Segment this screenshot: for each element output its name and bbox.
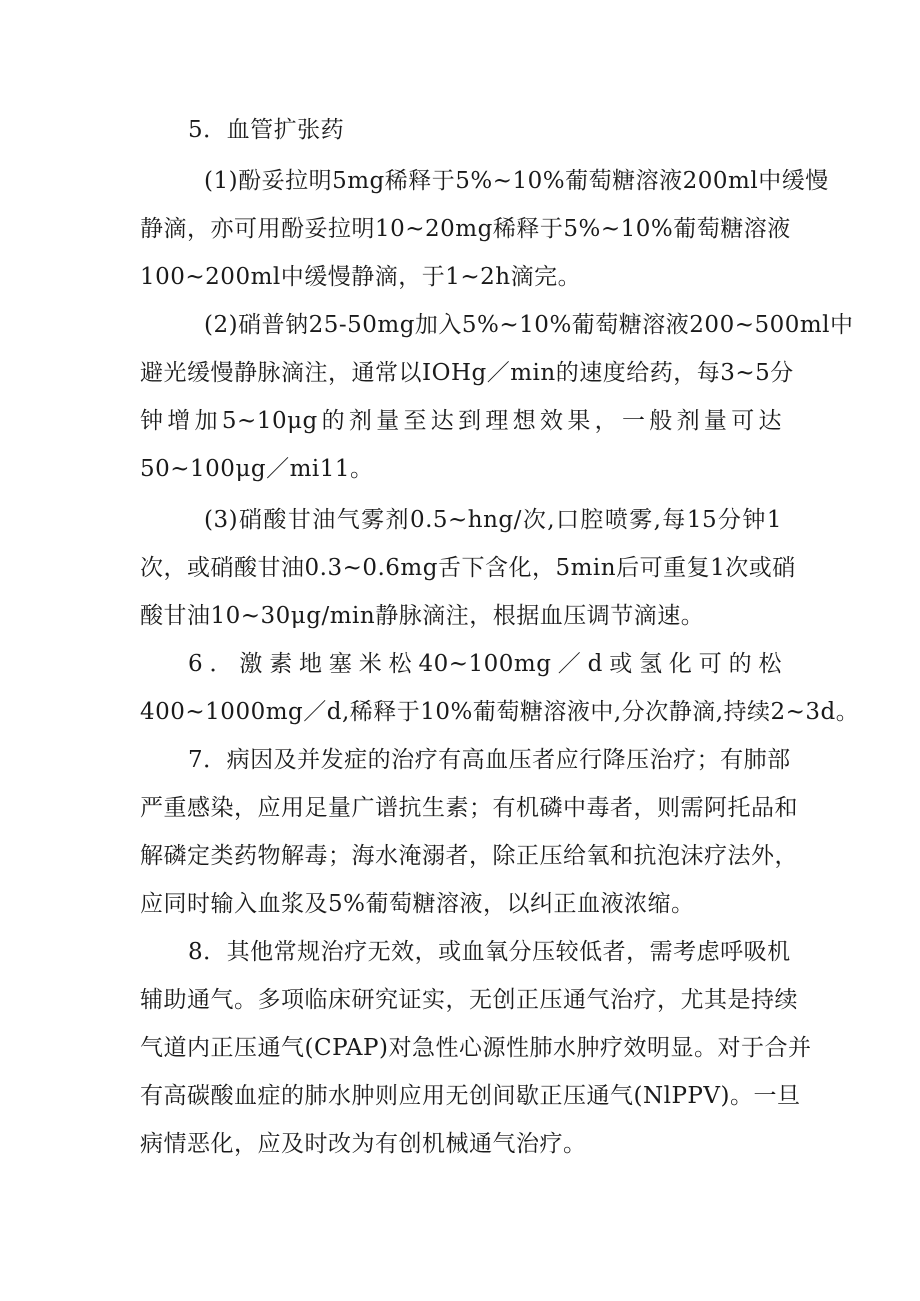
paragraph-line: 次，或硝酸甘油0.3~0.6mg舌下含化，5min后可重复1次或硝	[140, 555, 796, 581]
paragraph-line: 病情恶化，应及时改为有创机械通气治疗。	[140, 1131, 587, 1157]
paragraph-line: 辅助通气。多项临床研究证实，无创正压通气治疗，尤其是持续	[140, 987, 798, 1013]
paragraph-line: 钟增加5~10μg的剂量至达到理想效果，一般剂量可达	[140, 408, 782, 434]
section-line: 6．激素地塞米松40~100mg／d或氢化可的松	[188, 651, 782, 677]
paragraph-line: 避光缓慢静脉滴注，通常以IOHg／min的速度给药，每3~5分	[140, 360, 794, 386]
paragraph-line: (1)酚妥拉明5mg稀释于5%~10%葡萄糖溶液200ml中缓慢	[204, 168, 829, 194]
section-heading-vasodilators: 5．血管扩张药	[188, 117, 345, 143]
paragraph-line: 静滴，亦可用酚妥拉明10~20mg稀释于5%~10%葡萄糖溶液	[140, 216, 791, 242]
paragraph-line: (2)硝普钠25-50mg加入5%~10%葡萄糖溶液200~500ml中	[204, 312, 854, 338]
paragraph-line: (3)硝酸甘油气雾剂0.5~hng/次,口腔喷雾,每15分钟1	[204, 507, 782, 533]
paragraph-line: 100~200ml中缓慢静滴，于1~2h滴完。	[140, 264, 582, 290]
paragraph-line: 酸甘油10~30μg/min静脉滴注，根据血压调节滴速。	[140, 603, 705, 629]
paragraph-line: 50~100μg／mi11。	[140, 456, 374, 482]
paragraph-line: 有高碳酸血症的肺水肿则应用无创间歇正压通气(NlPPV)。一旦	[140, 1083, 801, 1109]
paragraph-line: 气道内正压通气(CPAP)对急性心源性肺水肿疗效明显。对于合并	[140, 1035, 812, 1061]
paragraph-line: 严重感染，应用足量广谱抗生素；有机磷中毒者，则需阿托品和	[140, 795, 798, 821]
section-line: 7．病因及并发症的治疗有高血压者应行降压治疗；有肺部	[188, 747, 791, 773]
paragraph-line: 400~1000mg／d,稀释于10%葡萄糖溶液中,分次静滴,持续2~3d。	[140, 699, 860, 725]
paragraph-line: 应同时输入血浆及5%葡萄糖溶液，以纠正血液浓缩。	[140, 891, 695, 917]
section-line: 8．其他常规治疗无效，或血氧分压较低者，需考虑呼吸机	[188, 939, 791, 965]
paragraph-line: 解磷定类药物解毒；海水淹溺者，除正压给氧和抗泡沫疗法外，	[140, 843, 798, 869]
